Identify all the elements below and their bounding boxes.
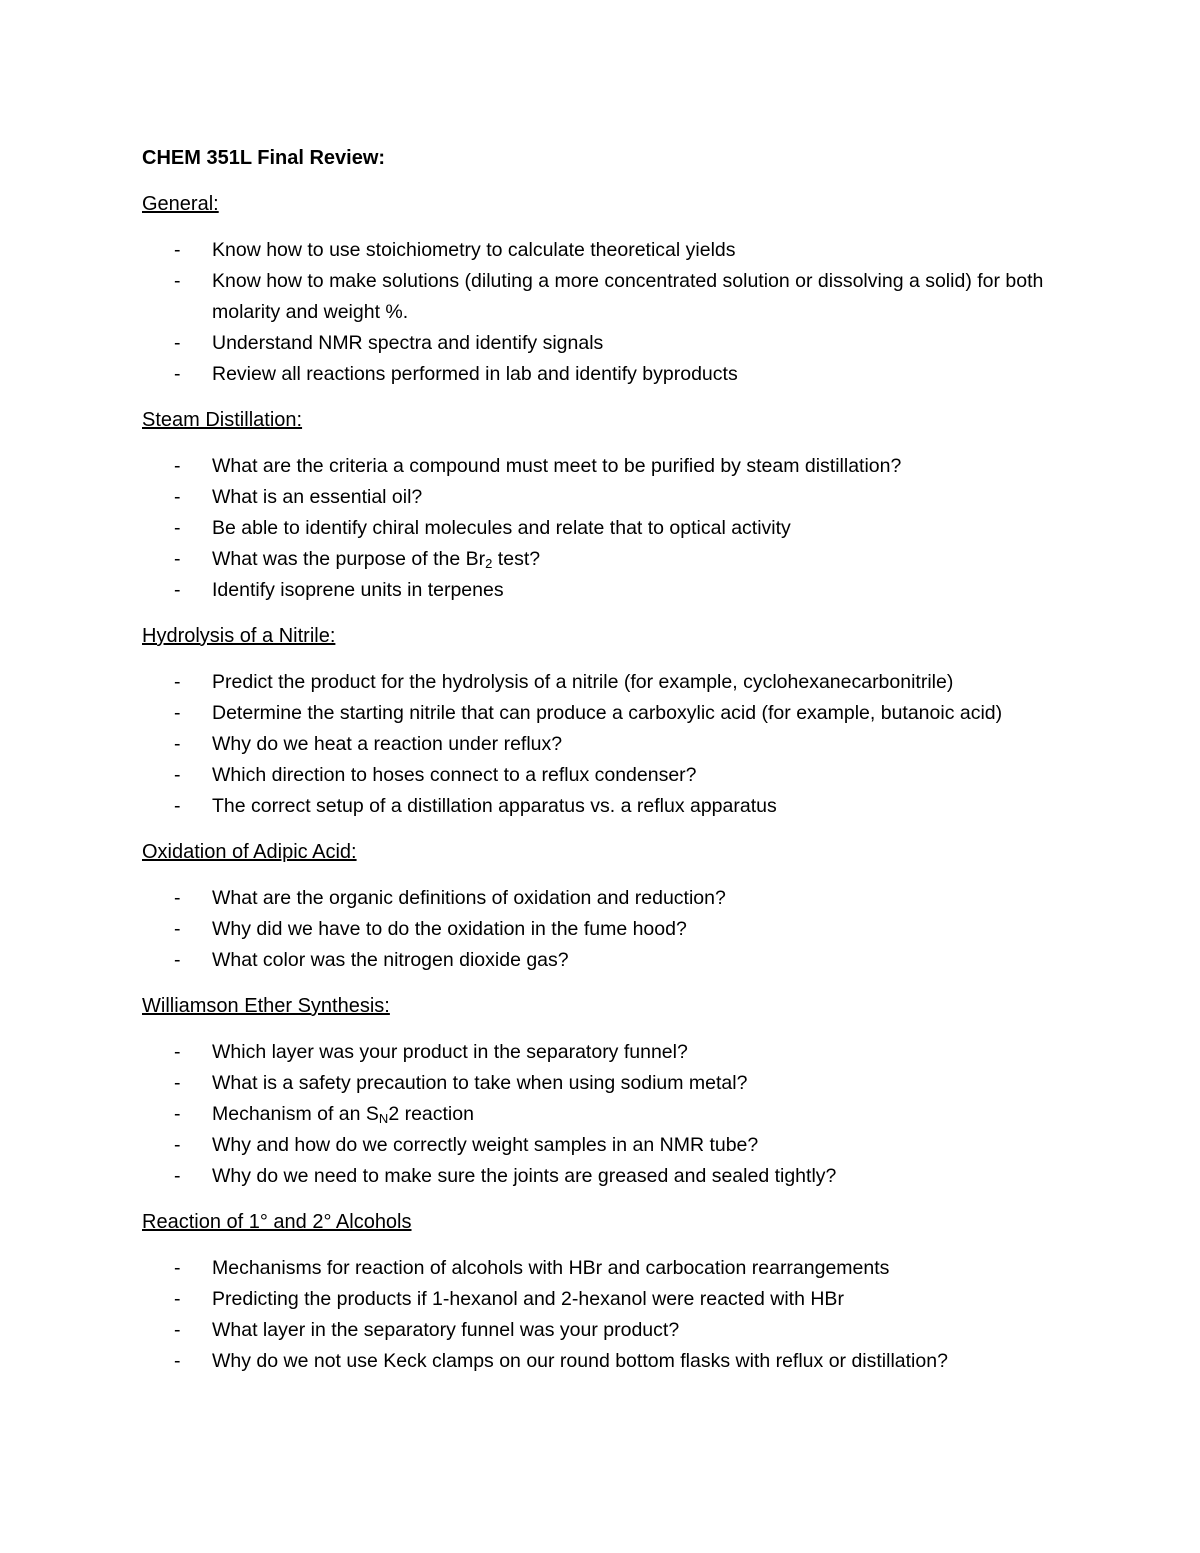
list-item-text: Why do we heat a reaction under reflux?	[212, 733, 563, 755]
list-item-text: Predicting the products if 1-hexanol and 2-hexanol were reacted with HBr	[212, 1288, 844, 1310]
section-heading: Oxidation of Adipic Acid:	[142, 841, 357, 863]
list-item-text: What was the purpose of the Br	[212, 548, 486, 570]
list-item	[142, 1315, 1072, 1346]
bullet-dash: -	[174, 363, 181, 385]
list-item-text: Know how to make solutions (diluting a more concentrated solution or dissolving a solid) for both molarity and weight %.	[212, 270, 1044, 323]
list-item	[142, 1253, 1072, 1284]
bullet-dash: -	[174, 270, 181, 292]
list-item-text: Determine the starting nitrile that can produce a carboxylic acid (for example, butanoic acid)	[212, 702, 1003, 724]
list-item-text: What are the criteria a compound must meet to be purified by steam distillation?	[212, 455, 902, 477]
bullet-dash: -	[174, 671, 181, 693]
section	[142, 837, 1072, 976]
list-item	[142, 1068, 1072, 1099]
list-item	[142, 791, 1072, 822]
bullet-list	[142, 667, 1072, 822]
bullet-dash: -	[174, 332, 181, 354]
bullet-list	[142, 1037, 1072, 1192]
list-item	[142, 667, 1072, 698]
list-item	[142, 235, 1072, 266]
list-item	[142, 1130, 1072, 1161]
bullet-list	[142, 1253, 1072, 1377]
bullet-list	[142, 883, 1072, 976]
bullet-dash: -	[174, 1072, 181, 1094]
list-item	[142, 1284, 1072, 1315]
list-item	[142, 945, 1072, 976]
list-item-text: test?	[492, 548, 541, 570]
list-item-text: Mechanisms for reaction of alcohols with HBr and carbocation rearrangements	[212, 1257, 890, 1279]
list-item	[142, 482, 1072, 513]
list-item	[142, 513, 1072, 544]
bullet-dash: -	[174, 548, 181, 570]
list-item	[142, 760, 1072, 791]
subscript: N	[378, 1111, 389, 1126]
list-item	[142, 266, 1072, 328]
bullet-dash: -	[174, 1350, 181, 1372]
bullet-dash: -	[174, 455, 181, 477]
list-item-text: Why did we have to do the oxidation in the fume hood?	[212, 918, 687, 940]
list-item-text: Why do we not use Keck clamps on our round bottom flasks with reflux or distillation?	[212, 1350, 948, 1372]
list-item-text: What is an essential oil?	[212, 486, 423, 508]
section-heading: General:	[142, 193, 219, 215]
section	[142, 189, 1072, 390]
bullet-dash: -	[174, 579, 181, 601]
list-item	[142, 698, 1072, 729]
list-item-text: Mechanism of an S	[212, 1103, 379, 1125]
list-item-text: Be able to identify chiral molecules and relate that to optical activity	[212, 517, 791, 539]
list-item-text: Predict the product for the hydrolysis of a nitrile (for example, cyclohexanecarbonitrile)	[212, 671, 954, 693]
list-item-text: What are the organic definitions of oxidation and reduction?	[212, 887, 726, 909]
bullet-dash: -	[174, 702, 181, 724]
document-title: CHEM 351L Final Review:	[142, 147, 386, 169]
subscript: 2	[485, 556, 493, 571]
document-page	[142, 143, 1072, 1392]
section-heading: Steam Distillation:	[142, 409, 303, 431]
list-item-text: Identify isoprene units in terpenes	[212, 579, 504, 601]
list-item-text: Review all reactions performed in lab and identify byproducts	[212, 363, 738, 385]
list-item	[142, 544, 1072, 575]
section	[142, 1207, 1072, 1377]
list-item-text: Why do we need to make sure the joints are greased and sealed tightly?	[212, 1165, 837, 1187]
review-sections	[142, 189, 1072, 1377]
bullet-dash: -	[174, 1134, 181, 1156]
bullet-dash: -	[174, 918, 181, 940]
list-item	[142, 328, 1072, 359]
list-item	[142, 451, 1072, 482]
list-item-text: 2 reaction	[388, 1103, 474, 1125]
section	[142, 405, 1072, 606]
list-item-text: What color was the nitrogen dioxide gas?	[212, 949, 569, 971]
list-item	[142, 1346, 1072, 1377]
bullet-list	[142, 451, 1072, 606]
bullet-dash: -	[174, 1103, 181, 1125]
list-item	[142, 359, 1072, 390]
section-heading: Hydrolysis of a Nitrile:	[142, 625, 336, 647]
bullet-dash: -	[174, 764, 181, 786]
bullet-dash: -	[174, 733, 181, 755]
bullet-dash: -	[174, 949, 181, 971]
section	[142, 991, 1072, 1192]
section-heading: Reaction of 1° and 2° Alcohols	[142, 1211, 412, 1233]
list-item-text: Which direction to hoses connect to a reflux condenser?	[212, 764, 697, 786]
list-item	[142, 883, 1072, 914]
bullet-dash: -	[174, 795, 181, 817]
bullet-dash: -	[174, 1319, 181, 1341]
bullet-dash: -	[174, 887, 181, 909]
list-item-text: What is a safety precaution to take when using sodium metal?	[212, 1072, 748, 1094]
list-item	[142, 914, 1072, 945]
bullet-list	[142, 235, 1072, 390]
list-item	[142, 1099, 1072, 1130]
list-item	[142, 1037, 1072, 1068]
list-item	[142, 729, 1072, 760]
list-item-text: The correct setup of a distillation apparatus vs. a reflux apparatus	[212, 795, 777, 817]
bullet-dash: -	[174, 239, 181, 261]
list-item	[142, 1161, 1072, 1192]
list-item	[142, 575, 1072, 606]
bullet-dash: -	[174, 1257, 181, 1279]
bullet-dash: -	[174, 1041, 181, 1063]
list-item-text: What layer in the separatory funnel was your product?	[212, 1319, 680, 1341]
list-item-text: Know how to use stoichiometry to calculate theoretical yields	[212, 239, 736, 261]
section-heading: Williamson Ether Synthesis:	[142, 995, 390, 1017]
bullet-dash: -	[174, 1165, 181, 1187]
bullet-dash: -	[174, 1288, 181, 1310]
bullet-dash: -	[174, 486, 181, 508]
list-item-text: Why and how do we correctly weight samples in an NMR tube?	[212, 1134, 759, 1156]
bullet-dash: -	[174, 517, 181, 539]
list-item-text: Which layer was your product in the separatory funnel?	[212, 1041, 688, 1063]
list-item-text: Understand NMR spectra and identify signals	[212, 332, 604, 354]
section	[142, 621, 1072, 822]
